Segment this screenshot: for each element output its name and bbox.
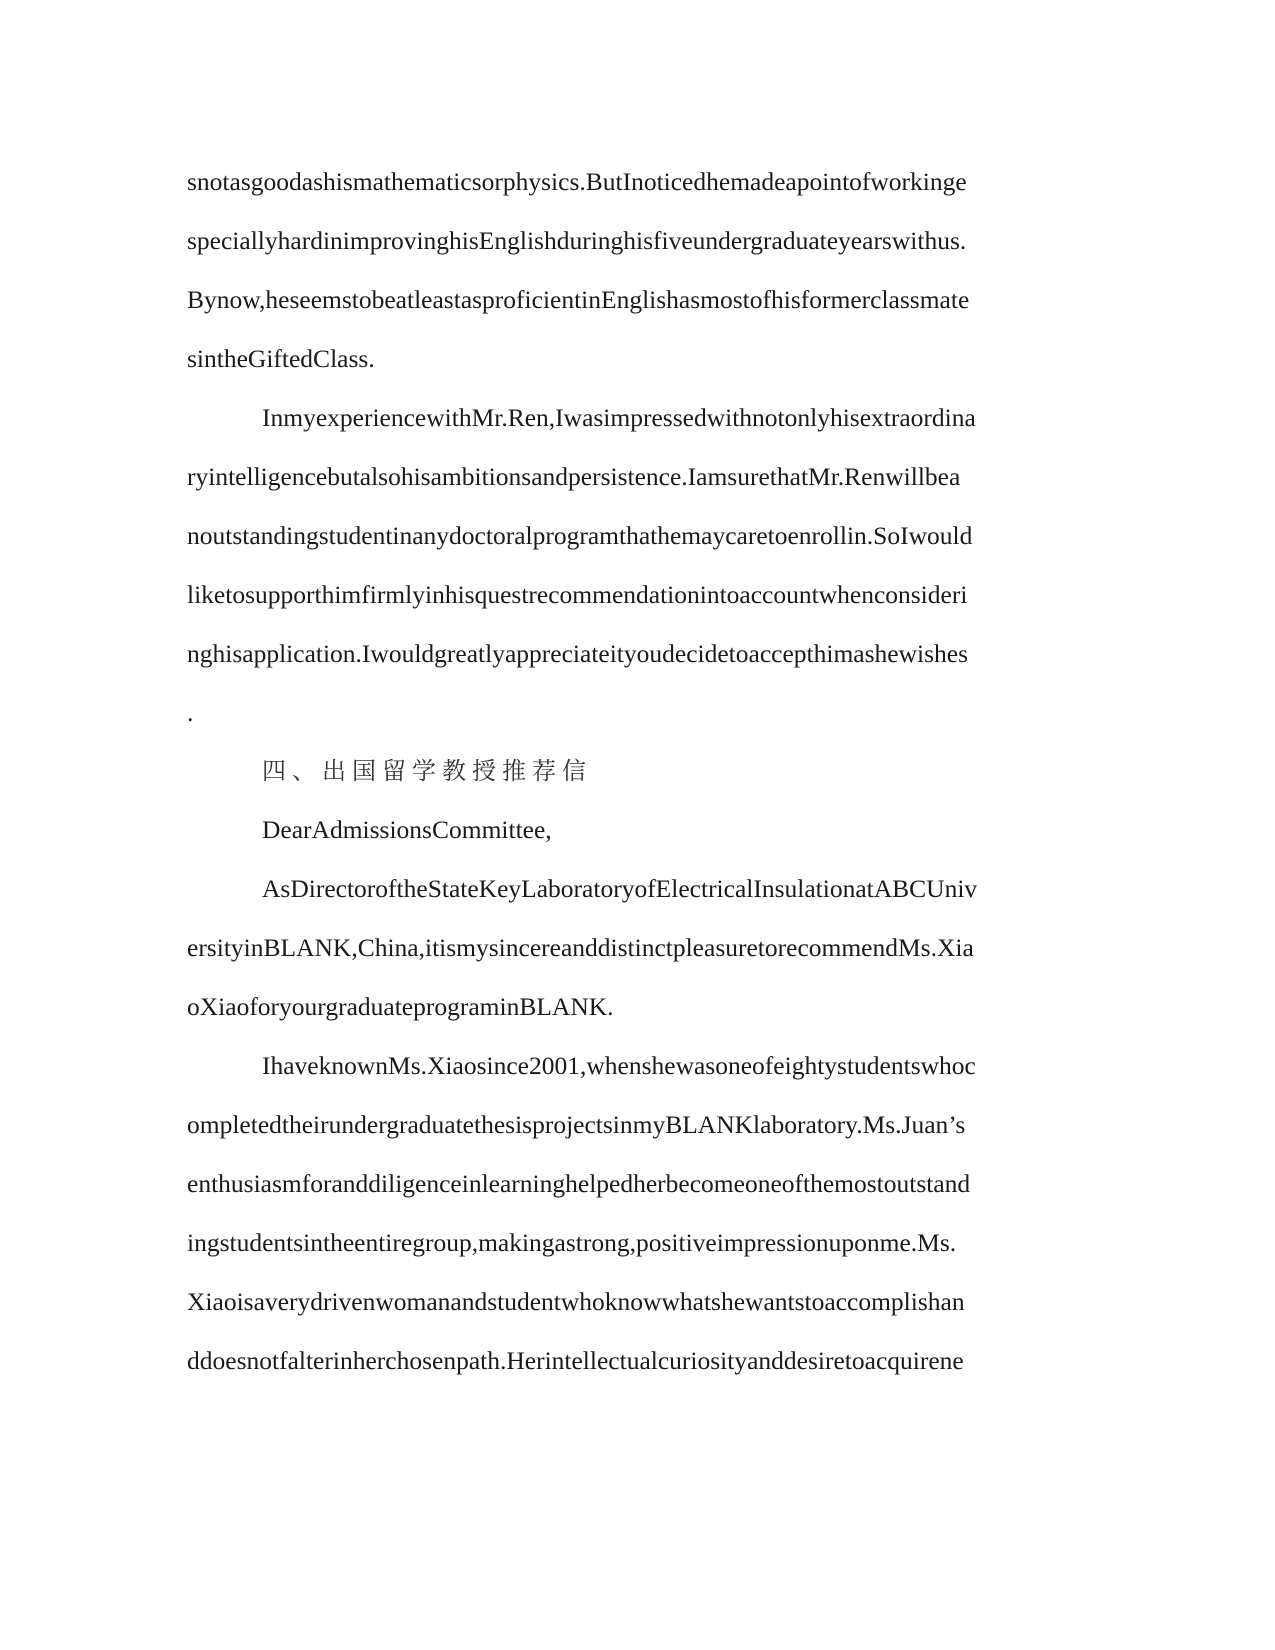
text-line: Xiaoisaverydrivenwomanandstudentwhoknowwhatshewantstoaccomplishan	[187, 1287, 965, 1316]
text-line: speciallyhardinimprovinghisEnglishduringhisfiveundergraduateyearswithus.	[187, 226, 967, 255]
text-line: nghisapplication.Iwouldgreatlyappreciateityoudecidetoaccepthimashewishes	[187, 639, 969, 668]
section-heading: 四、出国留学教授推荐信	[262, 757, 592, 785]
text-line: ingstudentsintheentiregroup,makingastrong,positiveimpressionuponme.Ms.	[187, 1228, 957, 1257]
text-line: ryintelligencebutalsohisambitionsandpersistence.IamsurethatMr.Renwillbea	[187, 462, 961, 491]
text-line: sintheGiftedClass.	[187, 344, 375, 373]
text-line: .	[187, 698, 194, 727]
text-line: enthusiasmforanddiligenceinlearninghelpedherbecomeoneofthemostoutstand	[187, 1169, 971, 1198]
text-line: noutstandingstudentinanydoctoralprogramthathemaycaretoenrollin.SoIwould	[187, 521, 973, 550]
text-line: Bynow,heseemstobeatleastasproficientinEnglishasmostofhisformerclassmate	[187, 285, 970, 314]
text-line: snotasgoodashismathematicsorphysics.ButInoticedhemadeapointofworkinge	[187, 167, 967, 196]
text-line: oXiaoforyourgraduateprograminBLANK.	[187, 992, 614, 1021]
text-line: IhaveknownMs.Xiaosince2001,whenshewasoneofeightystudentswhoc	[262, 1051, 976, 1080]
text-line: ompletedtheirundergraduatethesisprojectsinmyBLANKlaboratory.Ms.Juan’s	[187, 1110, 966, 1139]
text-line: ddoesnotfalterinherchosenpath.Herintellectualcuriosityanddesiretoacquirene	[187, 1346, 964, 1375]
text-line: AsDirectoroftheStateKeyLaboratoryofElectricalInsulationatABCUniv	[262, 874, 978, 903]
text-line: liketosupporthimfirmlyinhisquestrecommendationintoaccountwhenconsideri	[187, 580, 968, 609]
salutation: DearAdmissionsCommittee,	[262, 815, 552, 844]
text-line: ersityinBLANK,China,itismysincereanddistinctpleasuretorecommendMs.Xia	[187, 933, 974, 962]
text-line: InmyexperiencewithMr.Ren,Iwasimpressedwithnotonlyhisextraordina	[262, 403, 976, 432]
